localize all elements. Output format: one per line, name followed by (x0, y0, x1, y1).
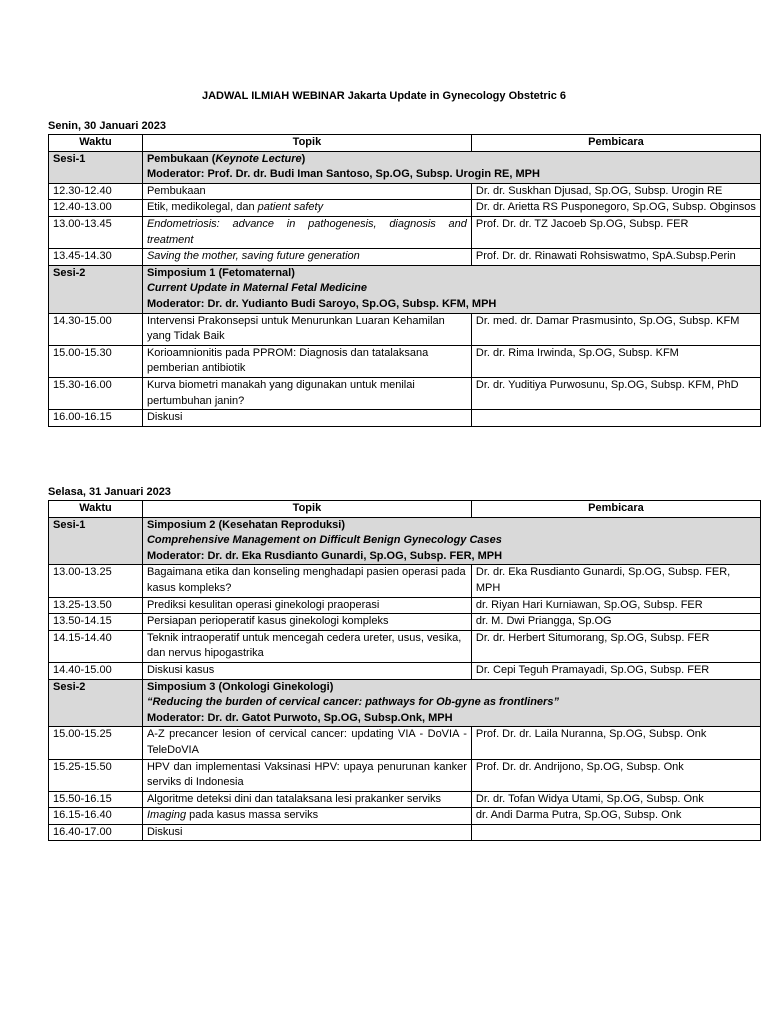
topic-cell: Diskusi (142, 410, 471, 427)
time-cell: 13.45-14.30 (49, 249, 143, 266)
session-title: Simposium 2 (Kesehatan Reproduksi) (146, 518, 346, 531)
header-topik: Topik (142, 501, 471, 518)
table-row (49, 614, 761, 631)
session-title: Pembukaan (Keynote Lecture) (146, 152, 306, 165)
speaker-cell: Prof. Dr. dr. TZ Jacoeb Sp.OG, Subsp. FER (471, 216, 760, 248)
time-cell: 16.40-17.00 (49, 824, 143, 841)
document-title: JADWAL ILMIAH WEBINAR Jakarta Update in Gynecology Obstetric 6 (201, 90, 567, 102)
speaker-cell: Dr. Cepi Teguh Pramayadi, Sp.OG, Subsp. FER (471, 662, 760, 679)
schedule-table-day1 (48, 134, 761, 427)
time-cell: 14.15-14.40 (49, 630, 143, 662)
speaker-cell: Dr. dr. Arietta RS Pusponegoro, Sp.OG, Subsp. Obginsos (471, 200, 760, 217)
time-cell: 14.30-15.00 (49, 313, 143, 345)
table-row (49, 565, 761, 597)
table-row (49, 630, 761, 662)
topic-cell: Imaging pada kasus massa serviks (142, 808, 471, 825)
time-cell: 13.25-13.50 (49, 597, 143, 614)
time-cell: 15.30-16.00 (49, 377, 143, 409)
schedule-table-day2 (48, 500, 761, 841)
header-pembicara: Pembicara (471, 135, 760, 152)
speaker-cell (471, 824, 760, 841)
topic-cell: Etik, medikolegal, dan patient safety (142, 200, 471, 217)
time-cell: 12.30-12.40 (49, 183, 143, 200)
speaker-cell (471, 410, 760, 427)
time-cell: 13.00-13.45 (49, 216, 143, 248)
topic-cell: A-Z precancer lesion of cervical cancer: updating VIA - DoVIA - TeleDoVIA (142, 727, 471, 759)
header-waktu: Waktu (49, 501, 143, 518)
session-title: Simposium 1 (Fetomaternal) (146, 266, 295, 279)
table-header (49, 501, 761, 518)
time-cell: 15.50-16.15 (49, 791, 143, 808)
session-label: Sesi-1 (49, 151, 143, 183)
header-pembicara: Pembicara (471, 501, 760, 518)
speaker-cell: Dr. med. dr. Damar Prasmusinto, Sp.OG, Subsp. KFM (471, 313, 760, 345)
topic-cell: Pembukaan (142, 183, 471, 200)
table-row (49, 759, 761, 791)
header-topik: Topik (142, 135, 471, 152)
topic-cell: Bagaimana etika dan konseling menghadapi pasien operasi pada kasus kompleks? (142, 565, 471, 597)
table-row (49, 727, 761, 759)
time-cell: 13.00-13.25 (49, 565, 143, 597)
topic-cell: Algoritme deteksi dini dan tatalaksana lesi prakanker serviks (142, 791, 471, 808)
session-label: Sesi-2 (49, 265, 143, 313)
table-row (49, 824, 761, 841)
day1-date: Senin, 30 Januari 2023 (48, 120, 167, 132)
session-info (142, 517, 760, 565)
topic-cell: Diskusi (142, 824, 471, 841)
table-row (49, 410, 761, 427)
table-row (49, 662, 761, 679)
session-moderator: Moderator: Prof. Dr. dr. Budi Iman Santoso, Sp.OG, Subsp. Urogin RE, MPH (146, 168, 540, 181)
speaker-cell: Dr. dr. Tofan Widya Utami, Sp.OG, Subsp. Onk (471, 791, 760, 808)
table-row (49, 183, 761, 200)
table-row (49, 377, 761, 409)
speaker-cell: dr. M. Dwi Priangga, Sp.OG (471, 614, 760, 631)
speaker-cell: Prof. Dr. dr. Laila Nuranna, Sp.OG, Subsp. Onk (471, 727, 760, 759)
table-row (49, 791, 761, 808)
speaker-cell: dr. Riyan Hari Kurniawan, Sp.OG, Subsp. FER (471, 597, 760, 614)
time-cell: 13.50-14.15 (49, 614, 143, 631)
time-cell: 14.40-15.00 (49, 662, 143, 679)
session-moderator: Moderator: Dr. dr. Gatot Purwoto, Sp.OG, Subsp.Onk, MPH (146, 711, 453, 724)
topic-cell: HPV dan implementasi Vaksinasi HPV: upaya penurunan kanker serviks di Indonesia (142, 759, 471, 791)
topic-cell: Teknik intraoperatif untuk mencegah cedera ureter, usus, vesika, dan nervus hipogastrika (142, 630, 471, 662)
table-row (49, 216, 761, 248)
table-header (49, 135, 761, 152)
topic-cell: Persiapan perioperatif kasus ginekologi kompleks (142, 614, 471, 631)
session-subtitle: Current Update in Maternal Fetal Medicine (146, 282, 368, 295)
topic-cell: Diskusi kasus (142, 662, 471, 679)
speaker-cell: Dr. dr. Suskhan Djusad, Sp.OG, Subsp. Urogin RE (471, 183, 760, 200)
speaker-cell: Dr. dr. Yuditiya Purwosunu, Sp.OG, Subsp. KFM, PhD (471, 377, 760, 409)
time-cell: 16.00-16.15 (49, 410, 143, 427)
session-moderator: Moderator: Dr. dr. Eka Rusdianto Gunardi, Sp.OG, Subsp. FER, MPH (146, 549, 503, 562)
header-waktu: Waktu (49, 135, 143, 152)
time-cell: 16.15-16.40 (49, 808, 143, 825)
time-cell: 15.00-15.30 (49, 345, 143, 377)
time-cell: 12.40-13.00 (49, 200, 143, 217)
time-cell: 15.00-15.25 (49, 727, 143, 759)
topic-cell: Intervensi Prakonsepsi untuk Menurunkan Luaran Kehamilan yang Tidak Baik (142, 313, 471, 345)
session-moderator: Moderator: Dr. dr. Yudianto Budi Saroyo, Sp.OG, Subsp. KFM, MPH (146, 297, 497, 310)
session-subtitle: “Reducing the burden of cervical cancer: pathways for Ob-gyne as frontliners” (146, 696, 559, 709)
session-row (49, 265, 761, 313)
session-row (49, 517, 761, 565)
session-row (49, 151, 761, 183)
table-row (49, 200, 761, 217)
table-row (49, 808, 761, 825)
session-subtitle: Comprehensive Management on Difficult Benign Gynecology Cases (146, 534, 502, 547)
table-row (49, 313, 761, 345)
speaker-cell: Dr. dr. Eka Rusdianto Gunardi, Sp.OG, Subsp. FER, MPH (471, 565, 760, 597)
day2-date: Selasa, 31 Januari 2023 (48, 486, 171, 498)
session-info (142, 265, 760, 313)
table-row (49, 597, 761, 614)
session-title: Simposium 3 (Onkologi Ginekologi) (146, 680, 334, 693)
speaker-cell: Prof. Dr. dr. Rinawati Rohsiswatmo, SpA.Subsp.Perin (471, 249, 760, 266)
session-row (49, 679, 761, 727)
table-row (49, 249, 761, 266)
speaker-cell: dr. Andi Darma Putra, Sp.OG, Subsp. Onk (471, 808, 760, 825)
topic-cell: Saving the mother, saving future generation (142, 249, 471, 266)
topic-cell: Korioamnionitis pada PPROM: Diagnosis dan tatalaksana pemberian antibiotik (142, 345, 471, 377)
speaker-cell: Prof. Dr. dr. Andrijono, Sp.OG, Subsp. Onk (471, 759, 760, 791)
topic-cell: Kurva biometri manakah yang digunakan untuk menilai pertumbuhan janin? (142, 377, 471, 409)
session-info (142, 679, 760, 727)
session-label: Sesi-1 (49, 517, 143, 565)
table-row (49, 345, 761, 377)
time-cell: 15.25-15.50 (49, 759, 143, 791)
speaker-cell: Dr. dr. Rima Irwinda, Sp.OG, Subsp. KFM (471, 345, 760, 377)
topic-cell: Prediksi kesulitan operasi ginekologi praoperasi (142, 597, 471, 614)
speaker-cell: Dr. dr. Herbert Situmorang, Sp.OG, Subsp. FER (471, 630, 760, 662)
session-label: Sesi-2 (49, 679, 143, 727)
topic-cell: Endometriosis: advance in pathogenesis, diagnosis and treatment (142, 216, 471, 248)
session-info (142, 151, 760, 183)
